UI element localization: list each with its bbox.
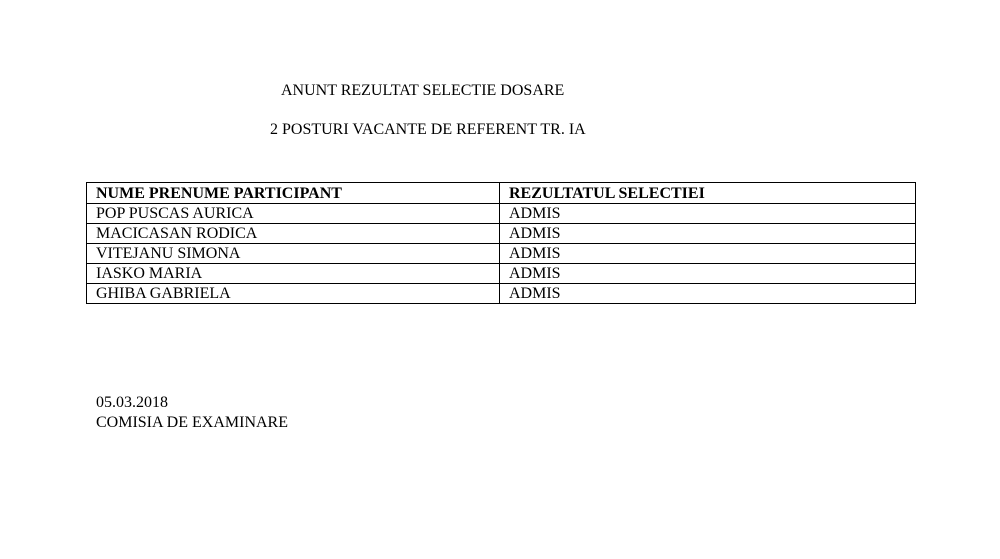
table-row [87, 244, 916, 264]
header-selection-result: REZULTATUL SELECTIEI [500, 183, 916, 204]
results-table [86, 182, 916, 304]
table-row [87, 264, 916, 284]
table-header-row [87, 183, 916, 204]
committee-signature: COMISIA DE EXAMINARE [96, 414, 288, 431]
table-row [87, 224, 916, 244]
selection-result-cell: ADMIS [500, 284, 916, 304]
table-row [87, 204, 916, 224]
participant-name-cell: POP PUSCAS AURICA [87, 204, 500, 224]
participant-name-cell: GHIBA GABRIELA [87, 284, 500, 304]
participant-name-cell: VITEJANU SIMONA [87, 244, 500, 264]
participant-name-cell: MACICASAN RODICA [87, 224, 500, 244]
document-date: 05.03.2018 [96, 394, 168, 411]
document-title: ANUNT REZULTAT SELECTIE DOSARE [281, 82, 565, 99]
table-row [87, 284, 916, 304]
selection-result-cell: ADMIS [500, 244, 916, 264]
selection-result-cell: ADMIS [500, 224, 916, 244]
participant-name-cell: IASKO MARIA [87, 264, 500, 284]
selection-result-cell: ADMIS [500, 264, 916, 284]
header-participant-name: NUME PRENUME PARTICIPANT [87, 183, 500, 204]
selection-result-cell: ADMIS [500, 204, 916, 224]
document-subtitle: 2 POSTURI VACANTE DE REFERENT TR. IA [270, 121, 586, 138]
